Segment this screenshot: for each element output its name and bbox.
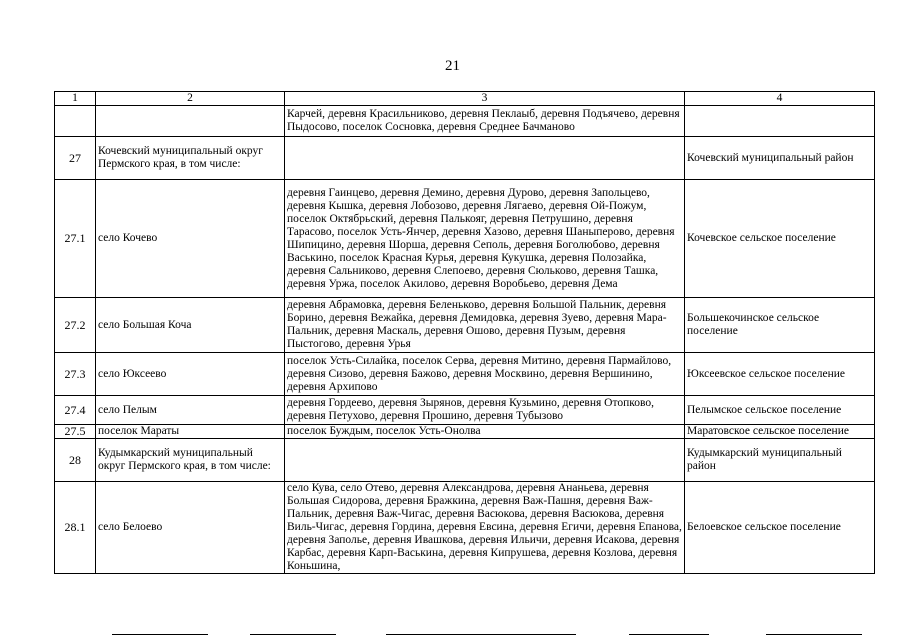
row-number: 28 [55, 439, 96, 482]
table-row [55, 180, 875, 298]
table-row [55, 425, 875, 439]
settlement-name: село Большая Коча [96, 298, 285, 353]
settlement-name: Кочевский муниципальный округ Пермского края, в том числе: [96, 137, 285, 180]
municipal-formation: Кудымкарский муниципальный район [685, 439, 875, 482]
places-list [285, 439, 685, 482]
places-list: село Кува, село Отево, деревня Александрова, деревня Ананьева, деревня Большая Сидорова, деревня Бражкина, деревня Важ-Пашня, деревня Важ-Пальник, деревня Важ-Чигас, деревня Васюкова, деревня Васюкова, деревня Виль-Чигас, деревня Гордина, деревня Евсина, деревня Егичи, деревня Епанова, деревня Заполье, деревня Ивашкова, деревня Ильичи, деревня Исакова, деревня Карбас, деревня Карп-Васькина, деревня Кипрушева, деревня Козлова, деревня Коньшина, [285, 482, 685, 574]
table-row [55, 106, 875, 137]
table-row [55, 137, 875, 180]
column-header-1: 1 [55, 92, 96, 106]
edge-line [766, 634, 862, 635]
settlement-name: село Юксеево [96, 353, 285, 396]
table-row [55, 439, 875, 482]
municipal-formation: Маратовское сельское поселение [685, 425, 875, 439]
municipal-formation: Пелымское сельское поселение [685, 396, 875, 425]
page-bottom-edge [54, 634, 874, 636]
settlement-name: село Пелым [96, 396, 285, 425]
row-number: 27.2 [55, 298, 96, 353]
row-number: 27.1 [55, 180, 96, 298]
table-row [55, 396, 875, 425]
places-list: поселок Усть-Силайка, поселок Серва, деревня Митино, деревня Пармайлово, деревня Сизово, деревня Бажово, деревня Москвино, деревня Вершинино, деревня Архипово [285, 353, 685, 396]
settlement-name: поселок Мараты [96, 425, 285, 439]
table-row [55, 482, 875, 574]
places-list [285, 137, 685, 180]
settlement-name [96, 106, 285, 137]
table-header-row [55, 92, 875, 106]
row-number [55, 106, 96, 137]
column-header-4: 4 [685, 92, 875, 106]
places-list: Карчей, деревня Красильниково, деревня Пеклаыб, деревня Подъячево, деревня Пыдосово, поселок Сосновка, деревня Среднее Бачманово [285, 106, 685, 137]
municipal-formation: Кочевское сельское поселение [685, 180, 875, 298]
table-row [55, 298, 875, 353]
page-number: 21 [445, 58, 460, 74]
edge-line [386, 634, 576, 635]
settlements-table [54, 91, 875, 574]
places-list: поселок Буждым, поселок Усть-Онолва [285, 425, 685, 439]
settlement-name: село Белоево [96, 482, 285, 574]
municipal-formation: Юксеевское сельское поселение [685, 353, 875, 396]
table-row [55, 353, 875, 396]
edge-line [250, 634, 336, 635]
row-number: 28.1 [55, 482, 96, 574]
row-number: 27 [55, 137, 96, 180]
edge-line [112, 634, 208, 635]
row-number: 27.4 [55, 396, 96, 425]
municipal-formation [685, 106, 875, 137]
municipal-formation: Белоевское сельское поселение [685, 482, 875, 574]
column-header-3: 3 [285, 92, 685, 106]
row-number: 27.5 [55, 425, 96, 439]
column-header-2: 2 [96, 92, 285, 106]
edge-line [629, 634, 709, 635]
settlement-name: село Кочево [96, 180, 285, 298]
municipal-formation: Большекочинское сельское поселение [685, 298, 875, 353]
row-number: 27.3 [55, 353, 96, 396]
places-list: деревня Гаинцево, деревня Демино, деревня Дурово, деревня Запольцево, деревня Кышка, деревня Лобозово, деревня Лягаево, деревня Ой-Пожум, поселок Октябрьский, деревня Палькояг, деревня Петрушино, деревня Тарасово, поселок Усть-Янчер, деревня Хазово, деревня Шаныперово, деревня Шипицино, деревня Шорша, деревня Сеполь, деревня Боголюбово, деревня Васькино, поселок Красная Курья, деревня Кукушка, деревня Полозайка, деревня Сальниково, деревня Слепоево, деревня Сюльково, деревня Ташка, деревня Уржа, поселок Акилово, деревня Воробьево, деревня Дема [285, 180, 685, 298]
places-list: деревня Гордеево, деревня Зырянов, деревня Кузьмино, деревня Отопково, деревня Петухово, деревня Прошино, деревня Тубызово [285, 396, 685, 425]
settlement-name: Кудымкарский муниципальный округ Пермского края, в том числе: [96, 439, 285, 482]
places-list: деревня Абрамовка, деревня Беленьково, деревня Большой Пальник, деревня Борино, деревня Вежайка, деревня Демидовка, деревня Зуево, деревня Мара-Пальник, деревня Маскаль, деревня Ошово, деревня Пузым, деревня Пыстогово, деревня Урья [285, 298, 685, 353]
municipal-formation: Кочевский муниципальный район [685, 137, 875, 180]
